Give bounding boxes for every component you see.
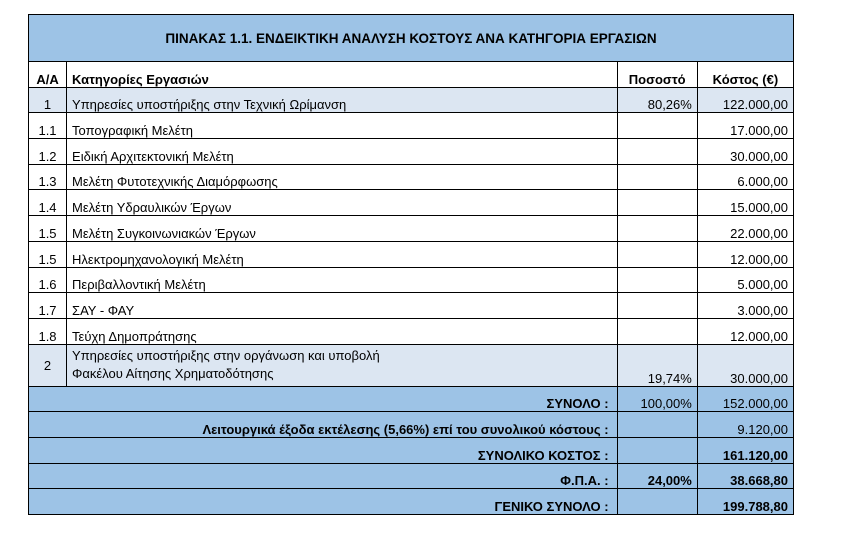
summary-row-grand-total: [29, 489, 794, 515]
row-percent: [617, 190, 697, 216]
row-cost: 15.000,00: [697, 190, 793, 216]
table-row: [29, 164, 794, 190]
row-id: 1.4: [29, 190, 67, 216]
row-id: 1: [29, 87, 67, 113]
summary-percent: 100,00%: [617, 386, 697, 412]
row-cost: 22.000,00: [697, 216, 793, 242]
row-category: Τοπογραφική Μελέτη: [67, 113, 618, 139]
row-cost: 12.000,00: [697, 241, 793, 267]
row-id: 1.5: [29, 216, 67, 242]
row-category: Τεύχη Δημοπράτησης: [67, 318, 618, 344]
table-row: [29, 267, 794, 293]
row-id: 1.3: [29, 164, 67, 190]
table-row: [29, 113, 794, 139]
row-cost: 17.000,00: [697, 113, 793, 139]
row-category: Μελέτη Συγκοινωνιακών Έργων: [67, 216, 618, 242]
header-cost: Κόστος (€): [697, 62, 793, 88]
summary-percent: [617, 412, 697, 438]
row-percent: [617, 139, 697, 165]
table-row: [29, 190, 794, 216]
row-cost: 5.000,00: [697, 267, 793, 293]
row-id: 1.6: [29, 267, 67, 293]
row-percent: [617, 164, 697, 190]
row-id: 1.8: [29, 318, 67, 344]
row-category: Περιβαλλοντική Μελέτη: [67, 267, 618, 293]
row-id: 1.2: [29, 139, 67, 165]
row-cost: 122.000,00: [697, 87, 793, 113]
summary-percent: [617, 489, 697, 515]
row-cost: 30.000,00: [697, 344, 793, 386]
row-cost: 6.000,00: [697, 164, 793, 190]
summary-row-total: [29, 386, 794, 412]
table-row: [29, 241, 794, 267]
header-row: [29, 62, 794, 88]
table-row: [29, 318, 794, 344]
row-id: 1.5: [29, 241, 67, 267]
row-percent: [617, 113, 697, 139]
summary-cost: 152.000,00: [697, 386, 793, 412]
row-id: 1.7: [29, 293, 67, 319]
row-percent: [617, 293, 697, 319]
summary-row-vat: [29, 463, 794, 489]
table-row: [29, 139, 794, 165]
summary-label: ΣΥΝΟΛΙΚΟ ΚΟΣΤΟΣ :: [29, 437, 618, 463]
header-percent: Ποσοστό: [617, 62, 697, 88]
summary-cost: 161.120,00: [697, 437, 793, 463]
summary-label: Λειτουργικά έξοδα εκτέλεσης (5,66%) επί του συνολικού κόστους :: [29, 412, 618, 438]
row-category: Μελέτη Υδραυλικών Έργων: [67, 190, 618, 216]
row-percent: [617, 267, 697, 293]
row-cost: 3.000,00: [697, 293, 793, 319]
header-category: Κατηγορίες Εργασιών: [67, 62, 618, 88]
row-category: Ειδική Αρχιτεκτονική Μελέτη: [67, 139, 618, 165]
summary-label: Φ.Π.Α. :: [29, 463, 618, 489]
row-category-line-1: Υπηρεσίες υποστήριξης στην οργάνωση και υποβολή: [72, 347, 380, 363]
summary-cost: 9.120,00: [697, 412, 793, 438]
row-percent: 80,26%: [617, 87, 697, 113]
row-id: 2: [29, 344, 67, 386]
table-title: ΠΙΝΑΚΑΣ 1.1. ΕΝΔΕΙΚΤΙΚΗ ΑΝΑΛΥΣΗ ΚΟΣΤΟΥΣ ΑΝΑ ΚΑΤΗΓΟΡΙΑ ΕΡΓΑΣΙΩΝ: [29, 15, 794, 62]
summary-label: ΓΕΝΙΚΟ ΣΥΝΟΛΟ :: [29, 489, 618, 515]
row-percent: [617, 318, 697, 344]
header-id: Α/Α: [29, 62, 67, 88]
table-row: [29, 216, 794, 242]
cost-analysis-table: [28, 14, 794, 515]
table-row: [29, 344, 794, 386]
row-category-line-2: Φακέλου Αίτησης Χρηματοδότησης: [72, 365, 274, 381]
summary-row-total-cost: [29, 437, 794, 463]
row-category: Ηλεκτρομηχανολογική Μελέτη: [67, 241, 618, 267]
table-row: [29, 87, 794, 113]
row-category: [67, 344, 618, 386]
row-category: Υπηρεσίες υποστήριξης στην Τεχνική Ωρίμανση: [67, 87, 618, 113]
summary-row-operating-expenses: [29, 412, 794, 438]
row-cost: 12.000,00: [697, 318, 793, 344]
row-id: 1.1: [29, 113, 67, 139]
summary-percent: 24,00%: [617, 463, 697, 489]
row-percent: 19,74%: [617, 344, 697, 386]
row-category: Μελέτη Φυτοτεχνικής Διαμόρφωσης: [67, 164, 618, 190]
summary-cost: 199.788,80: [697, 489, 793, 515]
row-percent: [617, 241, 697, 267]
summary-label: ΣΥΝΟΛΟ :: [29, 386, 618, 412]
summary-cost: 38.668,80: [697, 463, 793, 489]
row-cost: 30.000,00: [697, 139, 793, 165]
table-row: [29, 293, 794, 319]
row-percent: [617, 216, 697, 242]
row-category: ΣΑΥ - ΦΑΥ: [67, 293, 618, 319]
summary-percent: [617, 437, 697, 463]
